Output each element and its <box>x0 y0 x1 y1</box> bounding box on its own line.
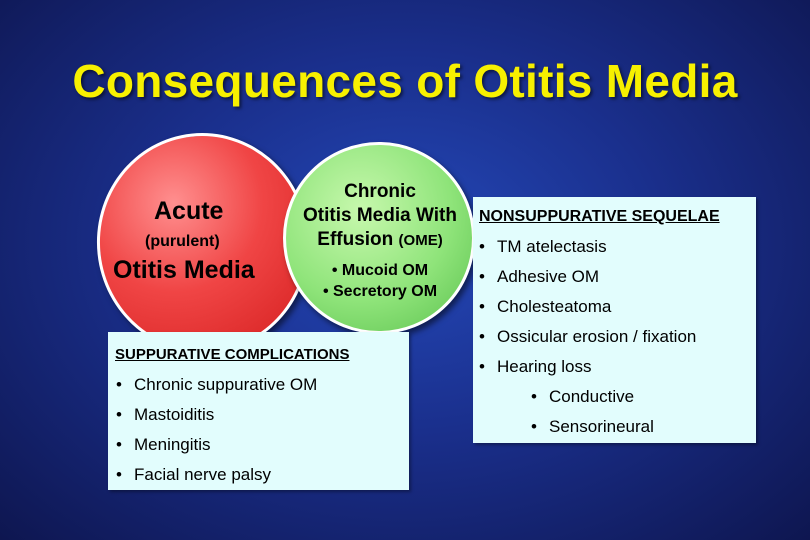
bullet: • <box>116 375 122 394</box>
list-item <box>116 430 317 460</box>
bullet: • <box>479 327 485 346</box>
suppurative-heading: SUPPURATIVE COMPLICATIONS <box>115 346 350 363</box>
list-item <box>116 460 317 490</box>
bullet: • <box>531 387 537 406</box>
list-item <box>479 352 696 382</box>
list-item <box>479 232 696 262</box>
list-item <box>479 262 696 292</box>
nonsuppurative-item: Cholesteatoma <box>497 297 612 316</box>
bullet: • <box>531 417 537 436</box>
acute-label: Acute <box>154 197 224 225</box>
slide-title: Consequences of Otitis Media <box>72 55 738 107</box>
chronic-item-secretory: • Secretory OM <box>322 283 438 300</box>
nonsuppurative-heading: NONSUPPURATIVE SEQUELAE <box>479 208 720 225</box>
bullet: • <box>479 297 485 316</box>
list-sub-item <box>479 412 696 442</box>
chronic-effusion-text: Effusion <box>317 229 394 250</box>
nonsuppurative-sequelae-box <box>473 197 756 443</box>
nonsuppurative-item: Hearing loss <box>497 357 592 376</box>
nonsuppurative-item: TM atelectasis <box>497 237 607 256</box>
list-item <box>116 400 317 430</box>
bullet: • <box>116 465 122 484</box>
acute-otitis-media-label: Otitis Media <box>113 256 255 284</box>
chronic-line-1: Chronic <box>344 181 416 202</box>
chronic-line-2: Otitis Media With <box>303 205 457 226</box>
chronic-ome-label <box>290 180 470 253</box>
chronic-line-3 <box>290 228 470 253</box>
nonsuppurative-item: Ossicular erosion / fixation <box>497 327 697 346</box>
bullet: • <box>116 405 122 424</box>
bullet: • <box>116 435 122 454</box>
bullet: • <box>479 267 485 286</box>
list-item <box>479 322 696 352</box>
hearing-loss-type: Conductive <box>549 387 635 406</box>
list-sub-item <box>479 382 696 412</box>
chronic-item-mucoid: • Mucoid OM <box>331 262 429 279</box>
hearing-loss-type: Sensorineural <box>549 417 654 436</box>
suppurative-item: Meningitis <box>134 435 211 454</box>
list-item <box>479 292 696 322</box>
suppurative-list <box>116 370 317 490</box>
chronic-ome-types <box>290 260 470 302</box>
suppurative-item: Facial nerve palsy <box>134 465 272 484</box>
acute-subtitle: (purulent) <box>145 233 220 250</box>
list-item <box>116 370 317 400</box>
nonsuppurative-item: Adhesive OM <box>497 267 600 286</box>
suppurative-item: Mastoiditis <box>134 405 215 424</box>
suppurative-complications-box <box>108 332 409 490</box>
suppurative-item: Chronic suppurative OM <box>134 375 318 394</box>
nonsuppurative-list <box>479 232 696 442</box>
chronic-abbr: (OME) <box>398 232 443 249</box>
bullet: • <box>479 237 485 256</box>
bullet: • <box>479 357 485 376</box>
